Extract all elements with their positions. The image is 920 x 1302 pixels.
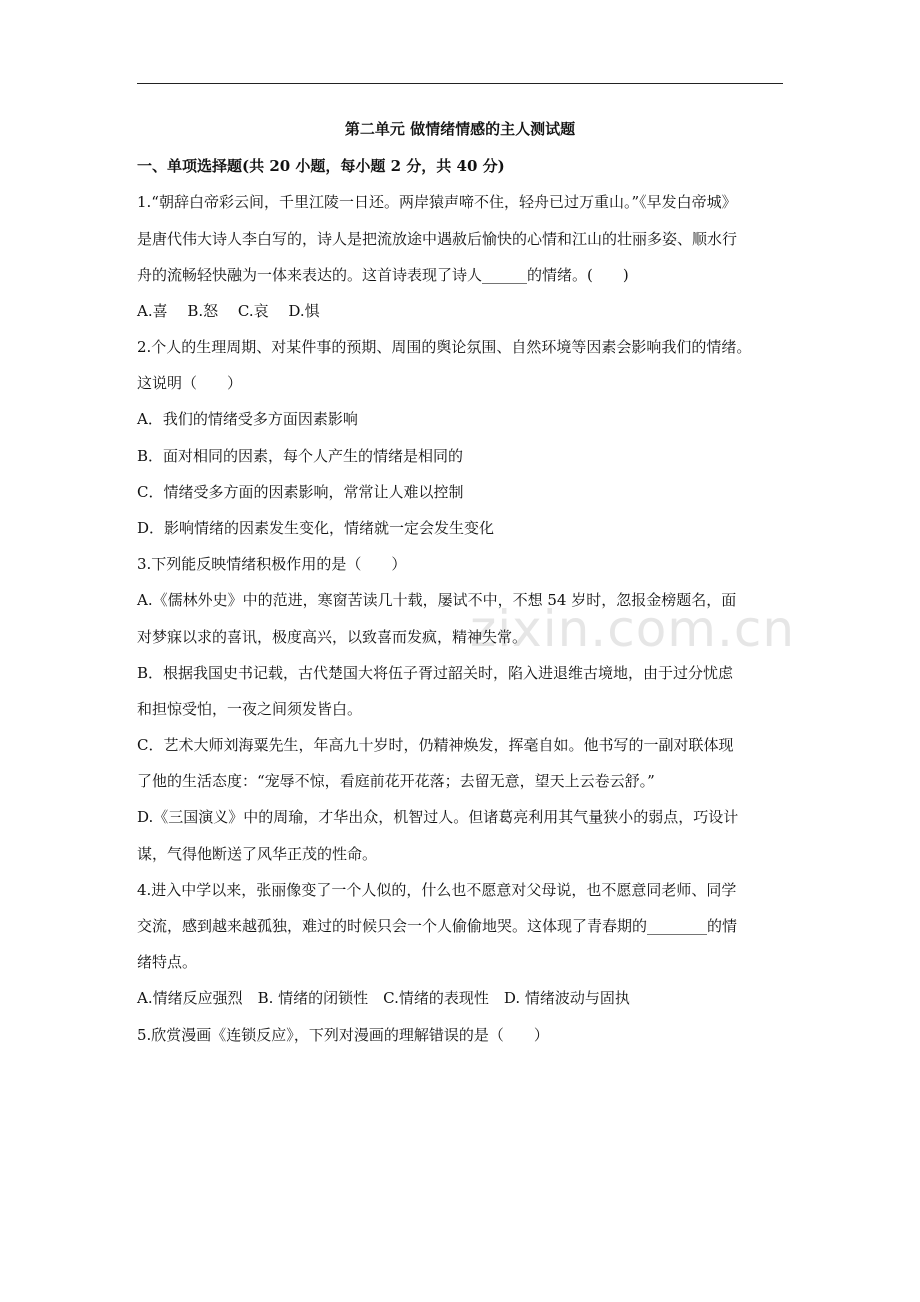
question-5-stem: 5.欣赏漫画《连锁反应》，下列对漫画的理解错误的是（ ） [137,1026,549,1044]
question-3-option-b-line-1: B．根据我国史书记载，古代楚国大将伍子胥过韶关时，陷入进退维古境地，由于过分忧虑 [137,664,734,682]
document-title: 第二单元 做情绪情感的主人测试题 [344,120,576,138]
question-3-option-d-line-2: 谋，气得他断送了风华正茂的性命。 [137,845,378,863]
question-3-option-a-line-1: A.《儒林外史》中的范进，寒窗苦读几十载，屡试不中，不想 54 岁时，忽报金榜题名，面 [137,591,737,609]
question-4-options: A.情绪反应强烈 B. 情绪的闭锁性 C.情绪的表现性 D. 情绪波动与固执 [137,989,630,1007]
question-1-line-3: 舟的流畅轻快融为一体来表达的。这首诗表现了诗人______的情绪。( ) [137,266,629,284]
question-1-line-2: 是唐代伟大诗人李白写的，诗人是把流放途中遇赦后愉快的心情和江山的壮丽多姿、顺水行 [137,230,738,248]
question-2-line-1: 2.个人的生理周期、对某件事的预期、周围的舆论氛围、自然环境等因素会影响我们的情绪。 [137,338,752,356]
question-3-option-c-line-2: 了他的生活态度：“宠辱不惊，看庭前花开花落；去留无意，望天上云卷云舒。” [137,772,655,790]
question-2-line-2: 这说明（ ） [137,374,243,392]
question-2-option-c: C．情绪受多方面的因素影响，常常让人难以控制 [137,483,464,501]
question-2-option-d: D．影响情绪的因素发生变化，情绪就一定会发生变化 [137,519,495,537]
question-3-option-c-line-1: C．艺术大师刘海粟先生，年高九十岁时，仍精神焕发，挥毫自如。他书写的一副对联体现 [137,736,734,754]
question-4-line-3: 绪特点。 [137,953,198,971]
question-3-option-a-line-2: 对梦寐以求的喜讯，极度高兴，以致喜而发疯，精神失常。 [137,628,528,646]
question-3-option-b-line-2: 和担惊受怕，一夜之间须发皆白。 [137,700,363,718]
question-2-option-a: A．我们的情绪受多方面因素影响 [137,410,358,428]
question-4-line-1: 4.进入中学以来，张丽像变了一个人似的，什么也不愿意对父母说，也不愿意同老师、同学 [137,881,737,899]
watermark: zixin.com.cn [470,600,796,658]
question-2-option-b: B．面对相同的因素，每个人产生的情绪是相同的 [137,447,464,465]
header-rule [137,83,783,84]
section-heading: 一、单项选择题(共 20 小题，每小题 2 分，共 40 分) [137,157,505,175]
question-3-option-d-line-1: D.《三国演义》中的周瑜，才华出众，机智过人。但诸葛亮利用其气量狭小的弱点，巧设计 [137,808,739,826]
question-1-line-1: 1.“朝辞白帝彩云间，千里江陵一日还。两岸猿声啼不住，轻舟已过万重山。”《早发白帝城》 [137,193,737,211]
question-3-stem: 3.下列能反映情绪积极作用的是（ ） [137,555,407,573]
question-4-line-2: 交流，感到越来越孤独，难过的时候只会一个人偷偷地哭。这体现了青春期的________的情 [137,917,738,935]
question-1-options: A.喜 B.怒 C.哀 D.惧 [137,302,320,320]
